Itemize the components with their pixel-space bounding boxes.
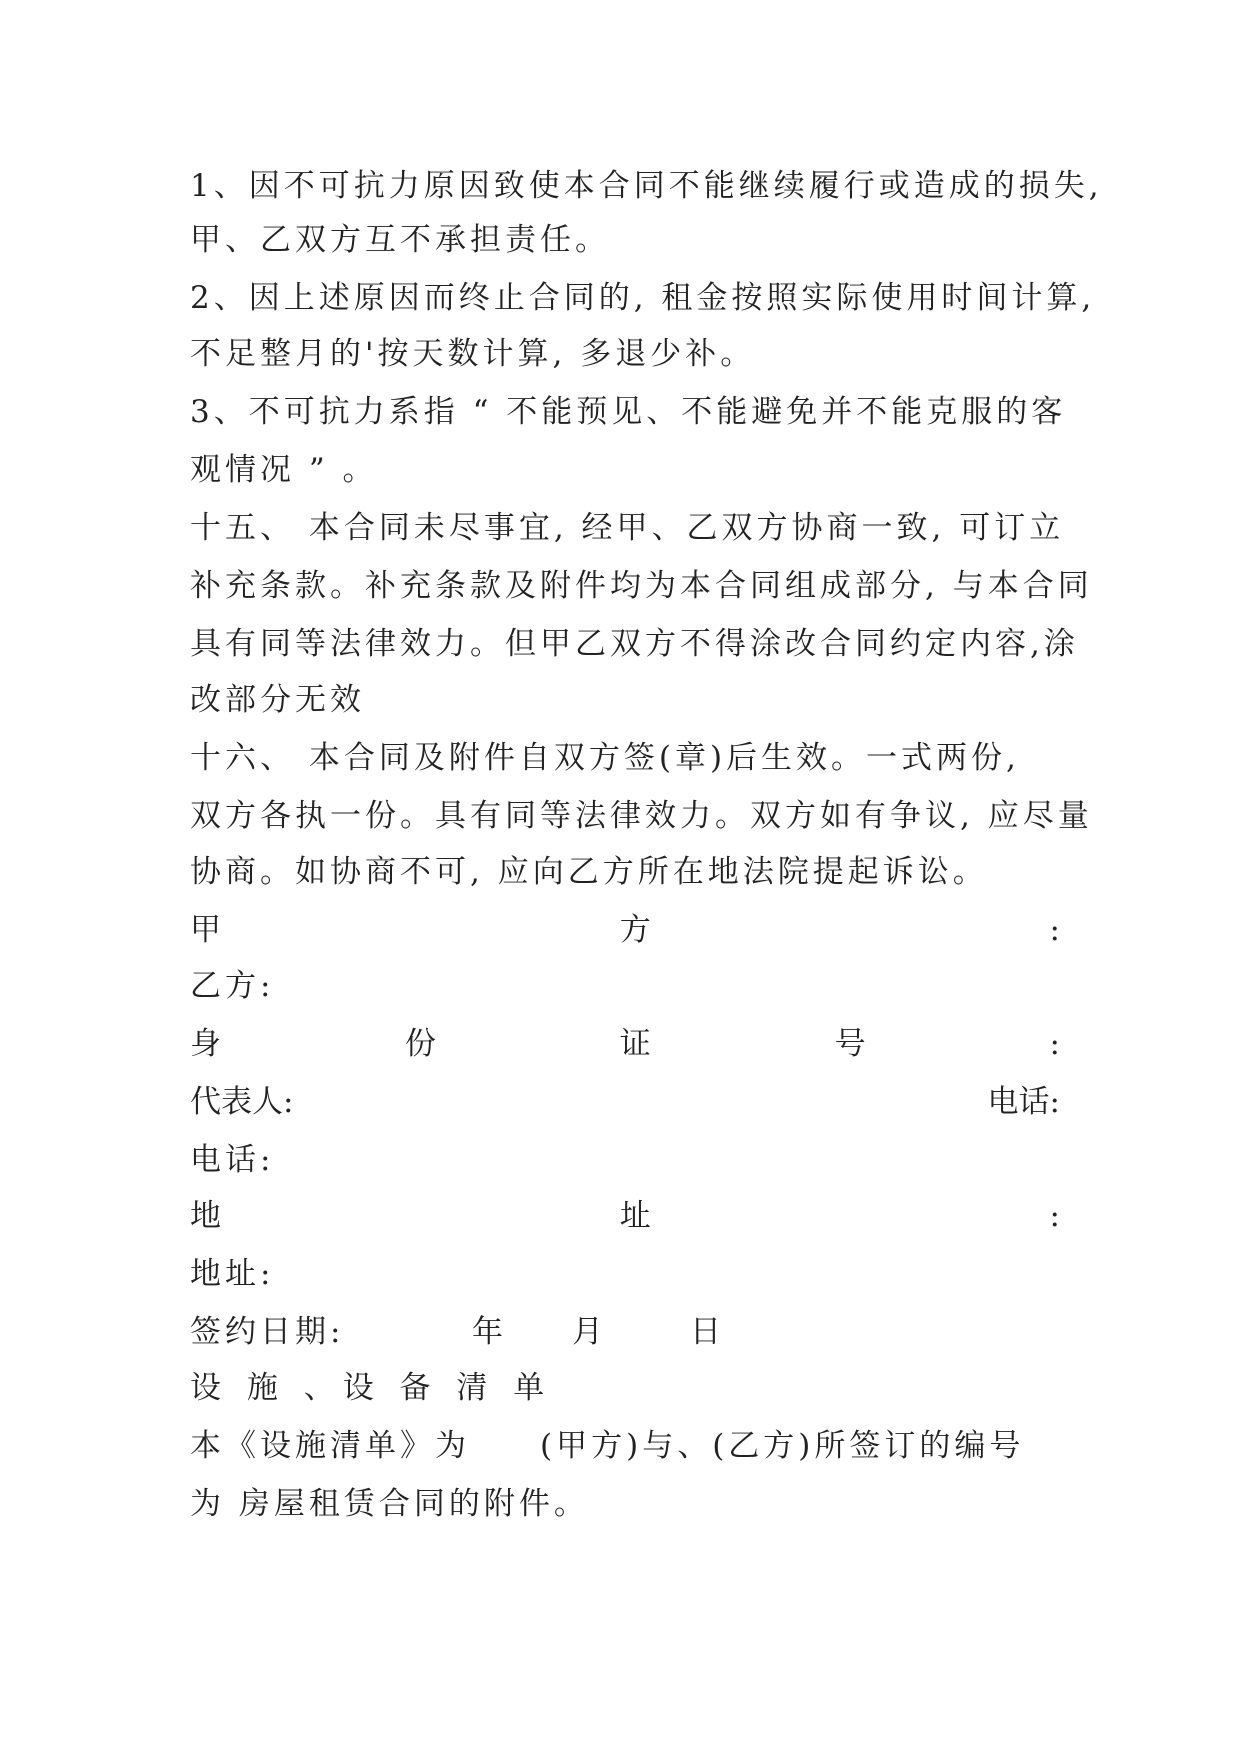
paragraph-line: 双方各执一份。具有同等法律效力。双方如有争议, 应尽量	[190, 798, 1093, 834]
party-b-label: 乙方:	[190, 968, 275, 1004]
party-a-char: 甲	[190, 912, 221, 948]
appendix-line: 为 房屋租赁合同的附件。	[190, 1486, 589, 1522]
paragraph-line: 1、因不可抗力原因致使本合同不能继续履行或造成的损失,	[190, 168, 1103, 204]
party-a-line	[190, 910, 1060, 950]
representative-label: 代表人:	[190, 1084, 294, 1120]
id-number-char: 号	[834, 1026, 866, 1062]
address-a-char: 址	[619, 1198, 651, 1234]
paragraph-line: 2、因上述原因而终止合同的, 租金按照实际使用时间计算,	[190, 280, 1096, 316]
party-a-colon: :	[1049, 912, 1060, 948]
id-number-char: 份	[404, 1026, 436, 1062]
sign-date-line	[190, 1312, 790, 1352]
appendix-title: 设 施 、设 备 清 单	[190, 1370, 553, 1406]
paragraph-line: 协商。如协商不可, 应向乙方所在地法院提起诉讼。	[190, 854, 988, 890]
paragraph-line: 十六、 本合同及附件自双方签(章)后生效。一式两份,	[190, 740, 1020, 776]
address-a-line	[190, 1196, 1060, 1236]
paragraph-line: 不足整月的'按天数计算, 多退少补。	[190, 336, 756, 372]
paragraph-line: 观情况 ” 。	[190, 452, 378, 488]
paragraph-line: 改部分无效	[190, 682, 365, 718]
id-number-colon: :	[1049, 1026, 1060, 1062]
paragraph-line: 3、不可抗力系指 “ 不能预见、不能避免并不能克服的客	[190, 394, 1067, 430]
paragraph-line: 甲、乙双方互不承担责任。	[190, 222, 610, 258]
appendix-line	[190, 1426, 1070, 1466]
representative-line	[190, 1082, 1060, 1122]
phone-label: 电话:	[190, 1142, 275, 1178]
appendix-text: 本《设施清单》为	[190, 1428, 470, 1464]
address-a-colon: :	[1049, 1198, 1060, 1234]
paragraph-line: 具有同等法律效力。但甲乙双方不得涂改合同约定内容,涂	[190, 626, 1079, 662]
party-a-char: 方	[619, 912, 651, 948]
id-number-char: 身	[190, 1026, 221, 1062]
address-a-char: 地	[190, 1198, 221, 1234]
id-number-line	[190, 1024, 1060, 1064]
sign-date-label: 签约日期:	[190, 1314, 345, 1350]
sign-date-day: 日	[690, 1314, 725, 1350]
phone-label-right: 电话:	[987, 1084, 1060, 1120]
id-number-char: 证	[619, 1026, 651, 1062]
sign-date-year: 年	[472, 1314, 507, 1350]
sign-date-month: 月	[572, 1314, 607, 1350]
appendix-text: (甲方)与、(乙方)所签订的编号	[540, 1428, 1025, 1464]
paragraph-line: 补充条款。补充条款及附件均为本合同组成部分, 与本合同	[190, 568, 1093, 604]
address-b-label: 地址:	[190, 1256, 275, 1292]
paragraph-line: 十五、 本合同未尽事宜, 经甲、乙双方协商一致, 可订立	[190, 510, 1065, 546]
